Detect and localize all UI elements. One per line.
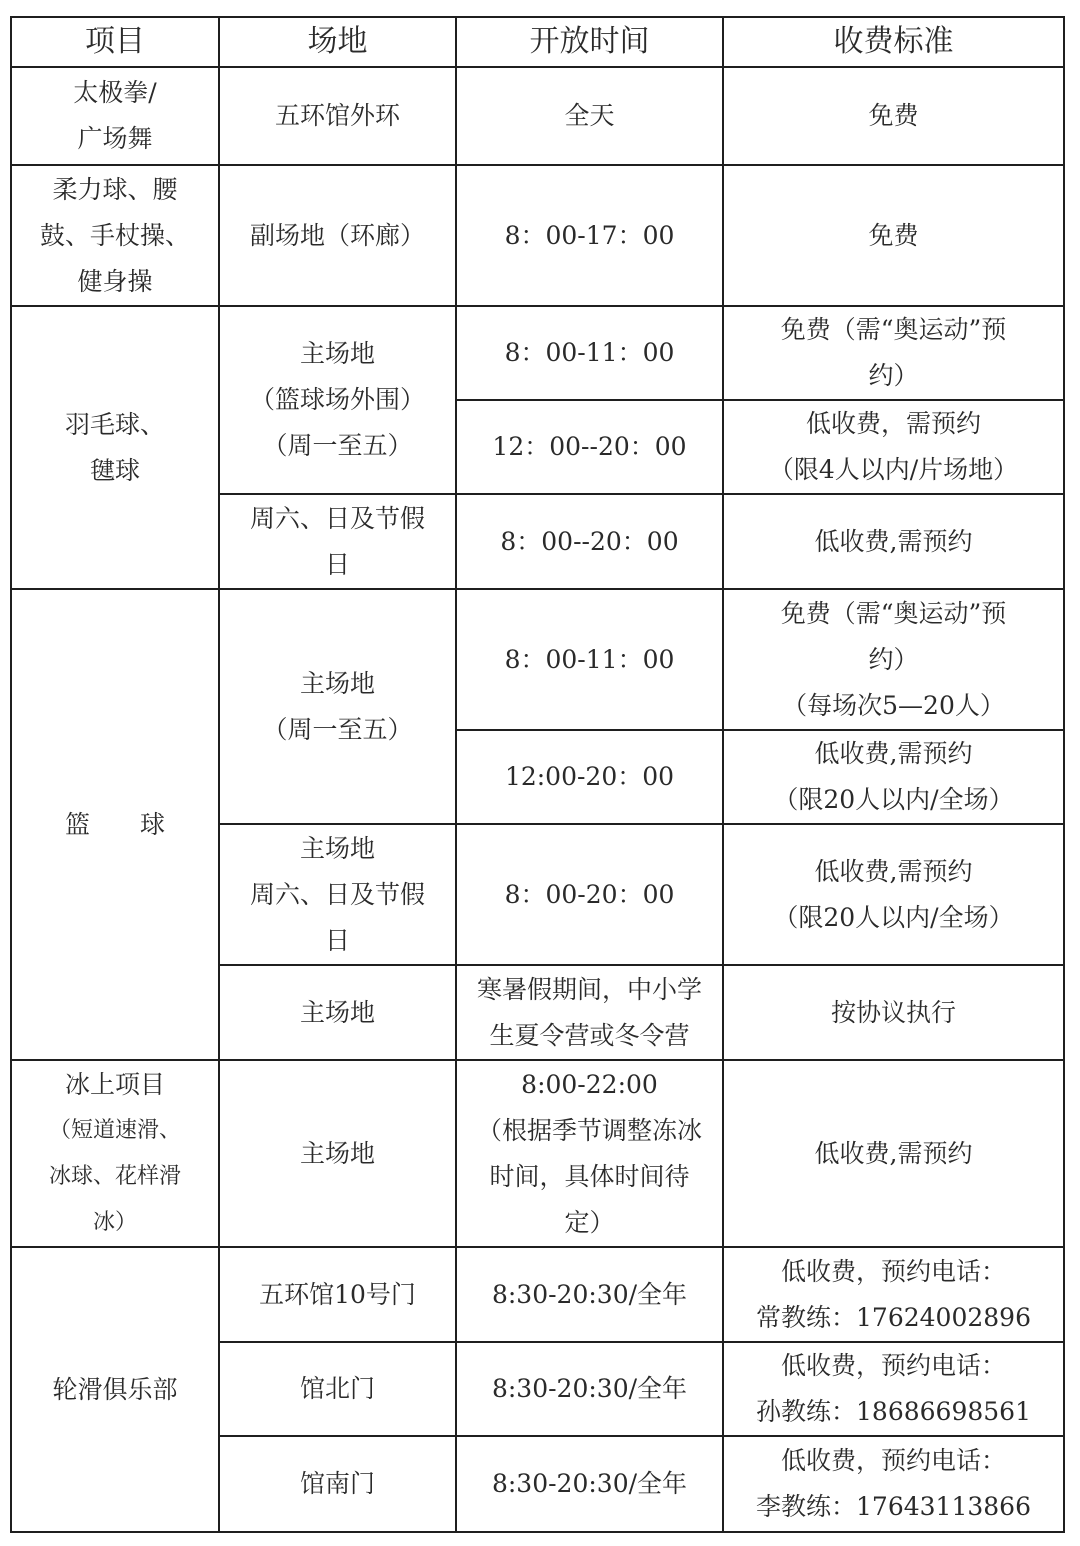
header-venue: 场地	[219, 17, 456, 67]
header-hours: 开放时间	[456, 17, 723, 67]
fee-line: （限4人以内/片场地）	[768, 455, 1019, 484]
hours-line: （根据季节调整冻冰	[476, 1115, 702, 1145]
table-row	[11, 165, 1064, 306]
project-cell	[11, 1060, 219, 1247]
header-row	[11, 17, 1064, 67]
venue-line: 主场地	[299, 833, 375, 863]
header-project: 项目	[11, 17, 219, 67]
hours-cell: 8:30-20:30/全年	[456, 1436, 723, 1532]
hours-cell: 8：00-20：00	[456, 824, 723, 965]
venue-line: （周一至五）	[262, 431, 413, 460]
venue-cell	[219, 494, 456, 589]
fee-line: （每场次5—20人）	[782, 690, 1005, 720]
hours-cell: 12:00-20：00	[456, 730, 723, 824]
venue-schedule-table	[10, 16, 1065, 1533]
fee-cell: 低收费,需预约	[723, 494, 1064, 589]
fee-cell	[723, 306, 1064, 400]
fee-line: 低收费，需预约	[805, 409, 981, 438]
project-cell	[11, 165, 219, 306]
hours-cell: 8:30-20:30/全年	[456, 1247, 723, 1342]
fee-cell	[723, 824, 1064, 965]
fee-line: 低收费,需预约	[814, 856, 973, 886]
table-row	[11, 1060, 1064, 1247]
project-line: 冰球、花样滑	[48, 1163, 181, 1189]
table-row	[11, 67, 1064, 165]
fee-cell: 按协议执行	[723, 965, 1064, 1060]
fee-line: 免费（需“奥运动”预	[780, 598, 1007, 628]
project-line: 健身操	[77, 266, 153, 296]
project-line: 羽毛球、	[64, 409, 165, 439]
hours-cell	[456, 965, 723, 1060]
fee-cell	[723, 1247, 1064, 1342]
hours-cell: 全天	[456, 67, 723, 165]
hours-cell: 8：00--20：00	[456, 494, 723, 589]
fee-line: 孙教练：18686698561	[756, 1397, 1031, 1426]
venue-line: 主场地	[299, 668, 375, 698]
venue-cell: 馆南门	[219, 1436, 456, 1532]
fee-cell	[723, 1342, 1064, 1436]
project-line: 广场舞	[77, 124, 153, 153]
project-line: （短道速滑、	[48, 1117, 181, 1143]
venue-line: 日	[324, 925, 350, 955]
venue-line: （篮球场外围）	[249, 385, 425, 414]
fee-cell: 免费	[723, 67, 1064, 165]
fee-line: 低收费，预约电话：	[780, 1256, 1006, 1286]
project-cell: 轮滑俱乐部	[11, 1247, 219, 1532]
fee-line: （限20人以内/全场）	[773, 902, 1014, 932]
fee-line: 常教练：17624002896	[756, 1302, 1031, 1332]
project-cell	[11, 67, 219, 165]
fee-line: 低收费，预约电话：	[780, 1351, 1006, 1380]
fee-cell	[723, 1436, 1064, 1532]
hours-cell: 8：00-17：00	[456, 165, 723, 306]
venue-line: 周六、日及节假	[249, 503, 425, 533]
project-cell: 篮 球	[11, 589, 219, 1060]
fee-line: 免费（需“奥运动”预	[780, 315, 1007, 344]
fee-line: （限20人以内/全场）	[773, 785, 1014, 814]
venue-line: 周六、日及节假	[249, 879, 425, 909]
fee-cell	[723, 400, 1064, 494]
venue-cell: 主场地	[219, 965, 456, 1060]
hours-cell: 8：00-11：00	[456, 306, 723, 400]
table-row	[11, 306, 1064, 400]
hours-line: 时间，具体时间待	[489, 1161, 690, 1191]
venue-line: 主场地	[299, 339, 375, 368]
fee-line: 低收费,需预约	[814, 739, 973, 768]
hours-cell: 8:30-20:30/全年	[456, 1342, 723, 1436]
project-line: 鼓、手杖操、	[39, 220, 190, 250]
venue-cell: 馆北门	[219, 1342, 456, 1436]
project-line: 太极拳/	[73, 78, 157, 107]
venue-cell	[219, 824, 456, 965]
venue-cell: 五环馆外环	[219, 67, 456, 165]
table-row	[11, 1247, 1064, 1342]
project-line: 毽球	[89, 455, 140, 485]
fee-cell	[723, 730, 1064, 824]
hours-line: 寒暑假期间，中小学	[476, 974, 702, 1004]
fee-cell: 低收费,需预约	[723, 1060, 1064, 1247]
fee-line: 李教练：17643113866	[756, 1492, 1031, 1521]
hours-cell: 12：00--20：00	[456, 400, 723, 494]
project-line: 冰）	[92, 1209, 137, 1235]
fee-line: 低收费，预约电话：	[780, 1446, 1006, 1475]
fee-line: 约）	[868, 644, 919, 674]
hours-cell	[456, 1060, 723, 1247]
venue-cell: 副场地（环廊）	[219, 165, 456, 306]
fee-cell: 免费	[723, 165, 1064, 306]
hours-cell: 8：00-11：00	[456, 589, 723, 730]
hours-line: 8:00-22:00	[521, 1069, 658, 1099]
header-fee: 收费标准	[723, 17, 1064, 67]
venue-cell: 五环馆10号门	[219, 1247, 456, 1342]
venue-cell	[219, 589, 456, 824]
project-line: 冰上项目	[64, 1069, 165, 1099]
table-row	[11, 589, 1064, 730]
project-line: 柔力球、腰	[52, 174, 178, 204]
venue-cell: 主场地	[219, 1060, 456, 1247]
venue-line: 日	[324, 549, 350, 579]
project-cell	[11, 306, 219, 589]
fee-line: 约）	[868, 361, 919, 390]
hours-line: 生夏令营或冬令营	[489, 1020, 690, 1050]
hours-line: 定）	[564, 1207, 615, 1237]
venue-cell	[219, 306, 456, 494]
fee-cell	[723, 589, 1064, 730]
venue-line: （周一至五）	[262, 714, 413, 744]
